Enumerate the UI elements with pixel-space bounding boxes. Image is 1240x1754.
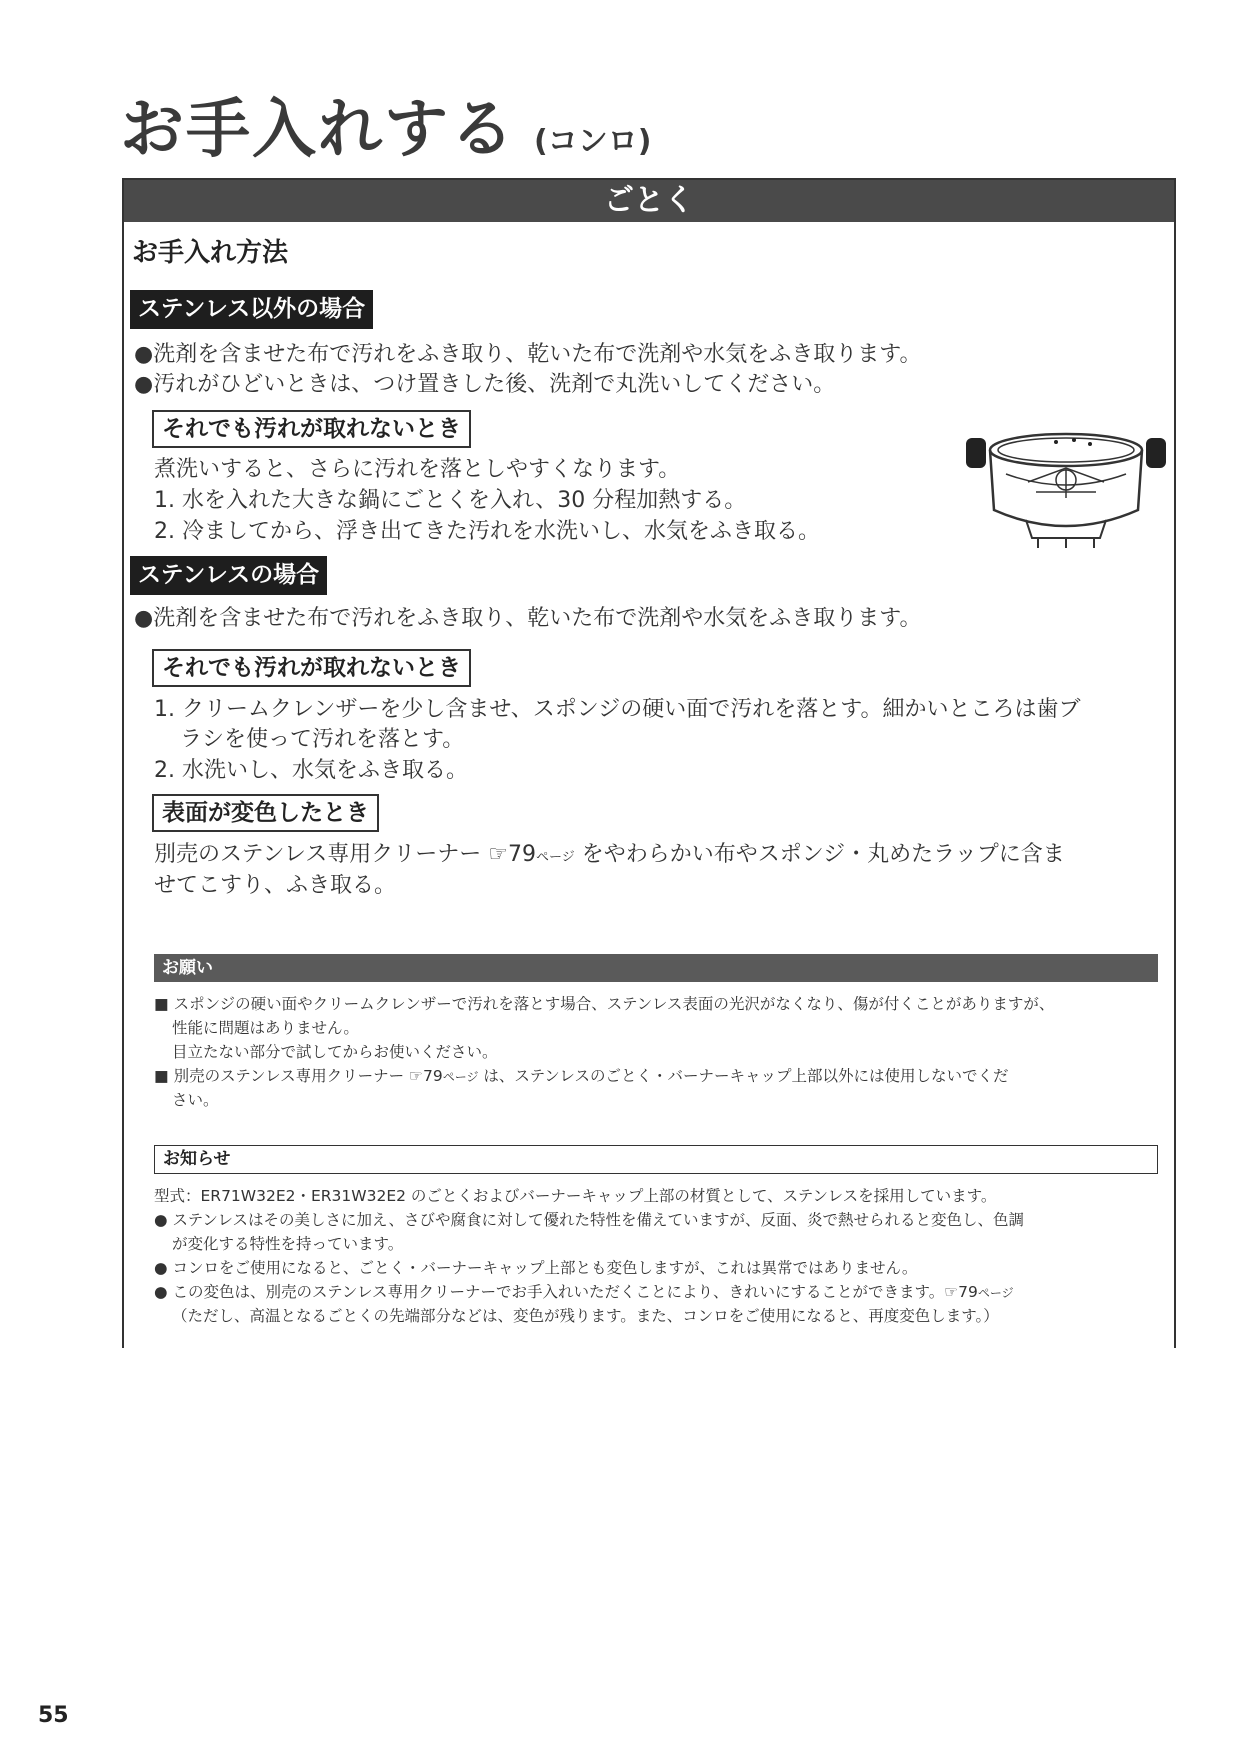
step-line: 1. クリームクレンザーを少し含ませ、スポンジの硬い面で汚れを落とす。細かいところは歯ブ <box>154 697 1081 722</box>
page-title-group <box>120 78 651 170</box>
request-text: ■ 別売のステンレス専用クリーナー ☞79 <box>154 1067 443 1085</box>
tag-stainless: ステンレスの場合 <box>130 556 327 595</box>
step-line: 1. 水を入れた大きな鍋にごとくを入れ、30 分程加熱する。 <box>154 488 747 513</box>
pot-with-trivet-icon <box>966 420 1166 552</box>
notice-text: ● この変色は、別売のステンレス専用クリーナーでお手入れいただくことにより、きれいにすることができます。☞79 <box>154 1283 978 1301</box>
tag-discolor: 表面が変色したとき <box>152 794 379 832</box>
discolor-line <box>154 840 1065 873</box>
intro-line: 煮洗いすると、さらに汚れを落としやすくなります。 <box>154 457 681 482</box>
step-line: 2. 冷ましてから、浮き出てきた汚れを水洗いし、水気をふき取る。 <box>154 519 820 544</box>
notice-line <box>154 1280 1014 1305</box>
tag-still-dirty-1: それでも汚れが取れないとき <box>152 410 471 448</box>
notice-line: ● ステンレスはその美しさに加え、さびや腐食に対して優れた特性を備えていますが、反面、炎で熱せられると変色し、色調 <box>154 1211 1024 1229</box>
request-bar: お願い <box>154 954 1158 982</box>
discolor-line: せてこすり、ふき取る。 <box>154 873 397 898</box>
page-ref-label: ページ <box>535 850 575 865</box>
discolor-text-pre: 別売のステンレス専用クリーナー ☞79 <box>154 842 536 867</box>
page-title: お手入れする <box>120 93 516 167</box>
page-number: 55 <box>38 1703 69 1728</box>
section-header: ごとく <box>124 180 1174 222</box>
notice-line: 型式：ER71W32E2・ER31W32E2 のごとくおよびバーナーキャップ上部の材質として、ステンレスを採用しています。 <box>154 1187 997 1205</box>
step-line: 2. 水洗いし、水気をふき取る。 <box>154 758 468 783</box>
request-line: 性能に問題はありません。 <box>172 1019 359 1037</box>
discolor-text-post: をやわらかい布やスポンジ・丸めたラップに含ま <box>574 842 1065 867</box>
method-title: お手入れ方法 <box>132 238 289 268</box>
bullet-line: ●洗剤を含ませた布で汚れをふき取り、乾いた布で洗剤や水気をふき取ります。 <box>134 606 922 631</box>
notice-line: ● コンロをご使用になると、ごとく・バーナーキャップ上部とも変色しますが、これは異常ではありません。 <box>154 1259 918 1277</box>
request-line <box>154 1064 1008 1089</box>
notice-bar: お知らせ <box>154 1145 1158 1174</box>
request-text: は、ステンレスのごとく・バーナーキャップ上部以外には使用しないでくだ <box>478 1067 1009 1085</box>
notice-line: （ただし、高温となるごとくの先端部分などは、変色が残ります。また、コンロをご使用になると、再度変色します。） <box>172 1307 999 1325</box>
page-ref-label: ページ <box>442 1070 479 1084</box>
request-line: 目立たない部分で試してからお使いください。 <box>172 1043 498 1061</box>
request-line: ■ スポンジの硬い面やクリームクレンザーで汚れを落とす場合、ステンレス表面の光沢がなくなり、傷が付くことがありますが、 <box>154 995 1055 1013</box>
page-ref-label: ページ <box>977 1286 1014 1300</box>
tag-non-stainless: ステンレス以外の場合 <box>130 290 373 329</box>
page-subtitle: (コンロ) <box>534 124 652 159</box>
bullet-line: ●汚れがひどいときは、つけ置きした後、洗剤で丸洗いしてください。 <box>134 372 836 397</box>
bullet-line: ●洗剤を含ませた布で汚れをふき取り、乾いた布で洗剤や水気をふき取ります。 <box>134 342 922 367</box>
tag-still-dirty-2: それでも汚れが取れないとき <box>152 649 471 687</box>
notice-line: が変化する特性を持っています。 <box>172 1235 404 1253</box>
step-line: ラシを使って汚れを落とす。 <box>180 727 465 752</box>
request-line: さい。 <box>172 1091 219 1109</box>
